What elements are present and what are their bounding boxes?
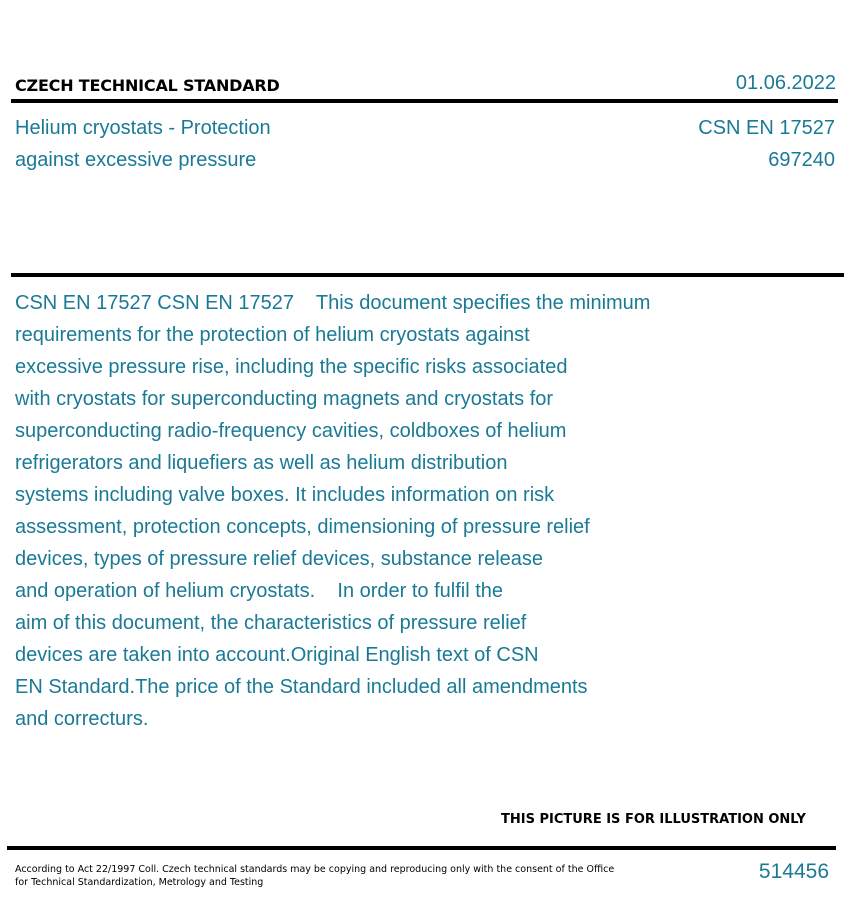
legal-notice-line-1: According to Act 22/1997 Coll. Czech technical standards may be copying and reproducing only with the consent of the Office: [15, 864, 615, 875]
document-type-label: CZECH TECHNICAL STANDARD: [15, 76, 280, 95]
description-line: superconducting radio-frequency cavities, coldboxes of helium: [15, 420, 567, 442]
header-divider: [11, 99, 838, 103]
standard-title-line-2: against excessive pressure: [15, 149, 257, 171]
legal-notice: [15, 864, 615, 889]
description-line: CSN EN 17527 CSN EN 17527 This document specifies the minimum: [15, 292, 651, 314]
publication-date: 01.06.2022: [735, 72, 836, 94]
standard-description: [15, 287, 715, 735]
title-divider: [11, 273, 844, 277]
catalog-number: 697240: [768, 149, 835, 171]
description-line: with cryostats for superconducting magnets and cryostats for: [15, 388, 554, 410]
footer-code: 514456: [758, 860, 829, 883]
legal-notice-line-2: for Technical Standardization, Metrology and Testing: [15, 876, 264, 888]
description-line: systems including valve boxes. It includes information on risk: [15, 484, 555, 506]
footer-divider: [7, 846, 836, 850]
description-line: requirements for the protection of helium cryostats against: [15, 324, 530, 346]
description-line: and correcturs.: [15, 708, 149, 730]
description-line: aim of this document, the characteristics of pressure relief: [15, 612, 527, 634]
description-line: assessment, protection concepts, dimensioning of pressure relief: [15, 516, 590, 538]
illustration-notice: THIS PICTURE IS FOR ILLUSTRATION ONLY: [501, 812, 806, 827]
description-line: devices, types of pressure relief devices, substance release: [15, 548, 544, 570]
description-line: EN Standard.The price of the Standard included all amendments: [15, 676, 588, 698]
standard-title-line-1: Helium cryostats - Protection: [15, 117, 271, 139]
description-line: refrigerators and liquefiers as well as helium distribution: [15, 452, 508, 474]
description-line: excessive pressure rise, including the specific risks associated: [15, 356, 568, 378]
description-line: devices are taken into account.Original English text of CSN: [15, 644, 539, 666]
description-line: and operation of helium cryostats. In order to fulfil the: [15, 580, 504, 602]
standard-number: CSN EN 17527: [698, 117, 835, 139]
